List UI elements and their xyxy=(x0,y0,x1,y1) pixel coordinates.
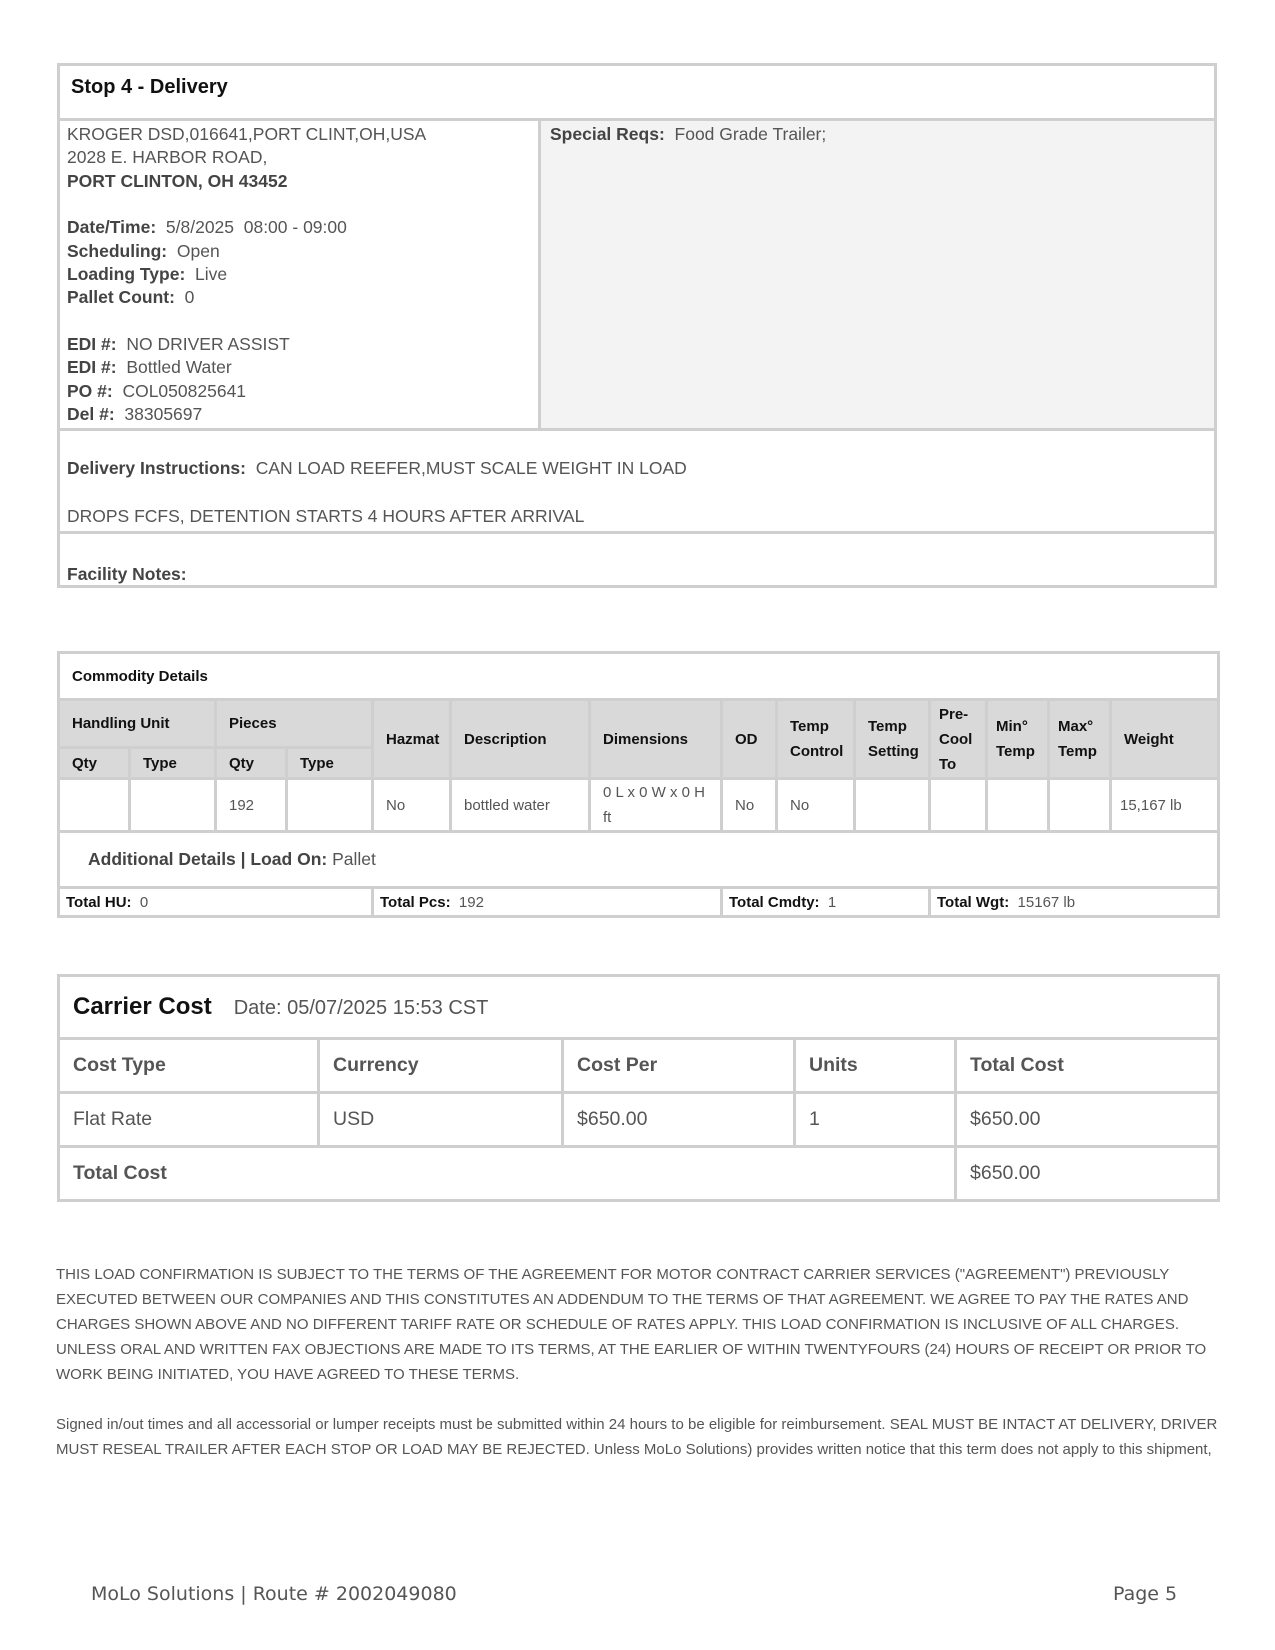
edi-label: EDI #: xyxy=(67,357,117,378)
carrier-cost-title: Carrier Cost xyxy=(73,993,212,1020)
divider xyxy=(57,118,1217,121)
terms-paragraph: THIS LOAD CONFIRMATION IS SUBJECT TO THE TERMS OF THE AGREEMENT FOR MOTOR CONTRACT CARRIER SERVICES ("AGREEMENT") PREVIOUSLY EXECUTED BETWEEN OUR COMPANIES AND THIS CONSTITUTES AN ADDENDUM TO THE TERMS OF THAT AGREEMENT. WE AGREE TO PAY THE RATES AND CHARGES SHOWN ABOVE AND NO DIFFERENT TARIFF RATE OR SCHEDULE OF RATES APPLY. THIS LOAD CONFIRMATION IS INCLUSIVE OF ALL CHARGES. UNLESS ORAL AND WRITTEN FAX OBJECTIONS ARE MADE TO ITS TERMS, AT THE EARLIER OF WITHIN TWENTYFOURS (24) HOURS OF RECEIPT OR PRIOR TO WORK BEING INITIATED, YOU HAVE AGREED TO THESE TERMS. xyxy=(56,1266,1207,1383)
cell-pcs-qty: 192 xyxy=(216,779,287,832)
col-od: OD xyxy=(722,700,777,779)
address-line-1: KROGER DSD,016641,PORT CLINT,OH,USA xyxy=(67,124,427,144)
po-value: COL050825641 xyxy=(122,380,247,401)
cell-hu-type xyxy=(130,779,216,832)
carrier-cost-header xyxy=(59,976,1219,1039)
pallet-count-label: Pallet Count: xyxy=(67,287,175,308)
col-pcs-qty: Qty xyxy=(216,748,287,779)
edi-value: NO DRIVER ASSIST xyxy=(126,333,290,354)
col-pieces: Pieces xyxy=(216,700,373,748)
datetime-value: 5/8/2025 08:00 - 09:00 xyxy=(165,217,347,238)
special-reqs-panel xyxy=(541,121,1214,429)
table-row xyxy=(59,779,1219,832)
cell-weight: 15,167 lb xyxy=(1111,779,1219,832)
col-cost-per: Cost Per xyxy=(563,1039,795,1093)
cell-currency: USD xyxy=(319,1093,563,1147)
special-reqs-row xyxy=(550,123,1200,146)
load-on-value: Pallet xyxy=(332,849,376,869)
total-hu-value: 0 xyxy=(139,893,149,911)
col-description: Description xyxy=(451,700,590,779)
edi-row xyxy=(67,356,532,379)
delivery-instructions-line-2: DROPS FCFS, DETENTION STARTS 4 HOURS AFTER ARRIVAL xyxy=(67,506,585,526)
stop-title: Stop 4 - Delivery xyxy=(71,76,228,98)
scheduling-value: Open xyxy=(176,240,220,261)
edi-row xyxy=(67,333,532,356)
total-pcs-label: Total Pcs: xyxy=(380,893,451,911)
cell-od: No xyxy=(722,779,777,832)
special-reqs-label: Special Reqs: xyxy=(550,124,665,144)
col-max-temp: Max° Temp xyxy=(1049,700,1111,779)
col-temp-control: Temp Control xyxy=(777,700,855,779)
cell-pre-cool-to xyxy=(930,779,987,832)
carrier-cost-date: Date: 05/07/2025 15:53 CST xyxy=(233,997,489,1019)
loading-type-value: Live xyxy=(195,264,228,285)
additional-details xyxy=(59,832,1219,888)
total-cmdty-label: Total Cmdty: xyxy=(729,893,820,911)
receipts-paragraph: Signed in/out times and all accessorial or lumper receipts must be submitted within 24 hours to be eligible for reimbursement. SEAL MUST BE INTACT AT DELIVERY, DRIVER MUST RESEAL TRAILER AFTER EACH STOP OR LOAD MAY BE REJECTED. Unless MoLo Solutions) provides written notice that this term does not apply to this shipment, xyxy=(56,1416,1218,1458)
col-total-cost: Total Cost xyxy=(956,1039,1219,1093)
scheduling-row xyxy=(67,240,532,263)
pallet-count-value: 0 xyxy=(184,287,195,308)
col-currency: Currency xyxy=(319,1039,563,1093)
po-label: PO #: xyxy=(67,380,113,401)
total-hu-label: Total HU: xyxy=(66,893,132,911)
total-wgt xyxy=(930,888,1219,917)
cell-cost-per: $650.00 xyxy=(563,1093,795,1147)
del-row xyxy=(67,403,532,426)
pallet-count-row xyxy=(67,286,532,309)
total-pcs-value: 192 xyxy=(458,893,484,911)
edi-value: Bottled Water xyxy=(126,357,232,378)
divider xyxy=(57,428,1217,431)
col-pre-cool-to: Pre-Cool To xyxy=(930,700,987,779)
total-wgt-value: 15167 lb xyxy=(1017,893,1076,911)
page-number: Page 5 xyxy=(1113,1583,1178,1605)
cell-hazmat: No xyxy=(373,779,451,832)
total-cmdty-value: 1 xyxy=(827,893,837,911)
table-row xyxy=(59,1093,1219,1147)
cell-temp-control: No xyxy=(777,779,855,832)
col-pcs-type: Type xyxy=(287,748,373,779)
cell-max-temp xyxy=(1049,779,1111,832)
delivery-instructions xyxy=(67,457,1207,480)
col-temp-setting: Temp Setting xyxy=(855,700,930,779)
datetime-label: Date/Time: xyxy=(67,217,157,238)
total-cost-value: $650.00 xyxy=(956,1147,1219,1201)
cell-pcs-type xyxy=(287,779,373,832)
col-handling-unit: Handling Unit xyxy=(59,700,216,748)
commodity-table xyxy=(57,651,1220,918)
commodity-title: Commodity Details xyxy=(59,653,1219,700)
total-hu xyxy=(59,888,373,917)
total-pcs xyxy=(373,888,722,917)
footer-route: MoLo Solutions | Route # 2002049080 xyxy=(91,1583,457,1605)
address-city-state-zip: PORT CLINTON, OH 43452 xyxy=(67,170,288,191)
facility-notes-label: Facility Notes: xyxy=(67,564,187,584)
po-row xyxy=(67,380,532,403)
total-wgt-label: Total Wgt: xyxy=(937,893,1010,911)
address-line-2: 2028 E. HARBOR ROAD, xyxy=(67,147,268,168)
delivery-instructions-value: CAN LOAD REEFER,MUST SCALE WEIGHT IN LOAD xyxy=(255,458,687,478)
edi-label: EDI #: xyxy=(67,333,117,354)
special-reqs-value: Food Grade Trailer; xyxy=(674,124,827,144)
divider xyxy=(57,531,1217,534)
delivery-instructions-label: Delivery Instructions: xyxy=(67,458,246,478)
col-hu-qty: Qty xyxy=(59,748,130,779)
cell-description: bottled water xyxy=(451,779,590,832)
cell-dimensions: 0 L x 0 W x 0 H ft xyxy=(590,779,722,832)
col-dimensions: Dimensions xyxy=(590,700,722,779)
cell-cost-type: Flat Rate xyxy=(59,1093,319,1147)
col-weight: Weight xyxy=(1111,700,1219,779)
del-label: Del #: xyxy=(67,404,115,425)
total-cost-label: Total Cost xyxy=(59,1147,956,1201)
datetime-row xyxy=(67,216,532,239)
col-hazmat: Hazmat xyxy=(373,700,451,779)
cell-hu-qty xyxy=(59,779,130,832)
cell-total-cost: $650.00 xyxy=(956,1093,1219,1147)
cell-units: 1 xyxy=(795,1093,956,1147)
col-cost-type: Cost Type xyxy=(59,1039,319,1093)
cell-temp-setting xyxy=(855,779,930,832)
col-min-temp: Min° Temp xyxy=(987,700,1049,779)
stop-address-block xyxy=(67,123,532,426)
total-cmdty xyxy=(722,888,930,917)
carrier-cost-table xyxy=(57,974,1220,1202)
cell-min-temp xyxy=(987,779,1049,832)
col-hu-type: Type xyxy=(130,748,216,779)
additional-details-label: Additional Details | Load On: xyxy=(88,849,328,869)
loading-type-label: Loading Type: xyxy=(67,264,186,285)
col-units: Units xyxy=(795,1039,956,1093)
loading-type-row xyxy=(67,263,532,286)
del-value: 38305697 xyxy=(124,404,203,425)
scheduling-label: Scheduling: xyxy=(67,240,168,261)
divider xyxy=(538,118,541,429)
